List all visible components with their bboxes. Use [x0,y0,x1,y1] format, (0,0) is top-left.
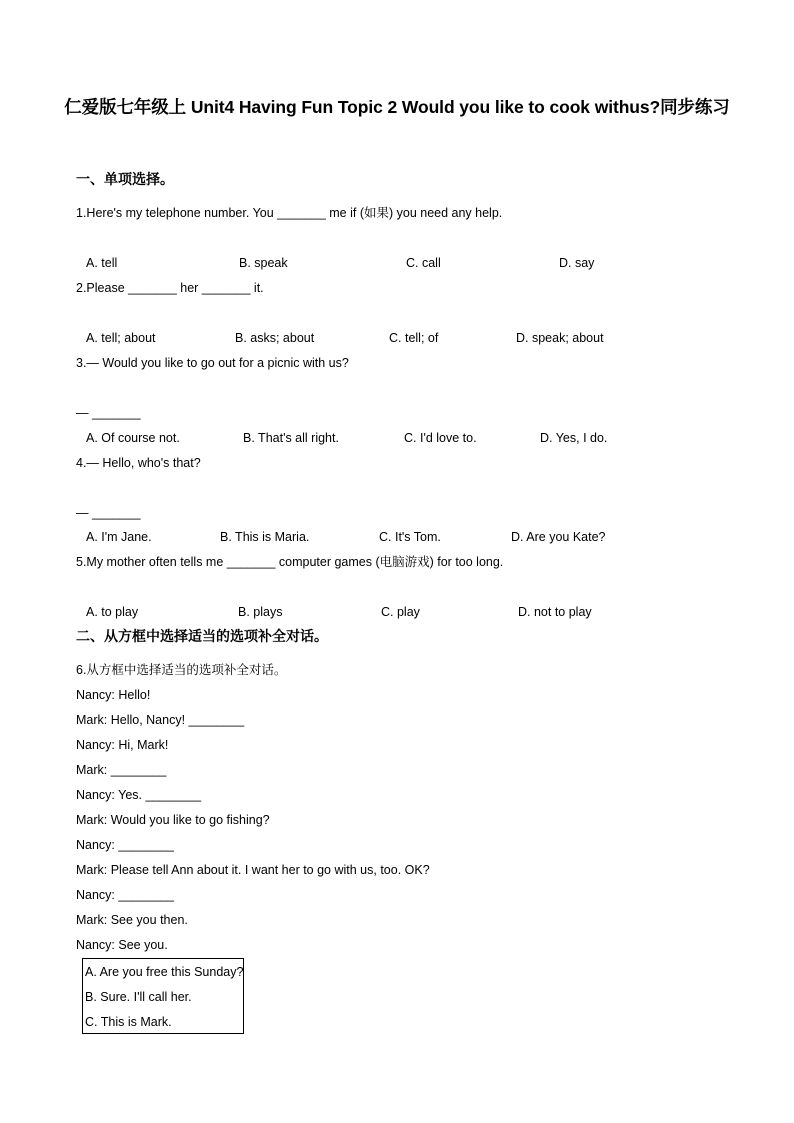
q2-option-b: B. asks; about [235,331,315,345]
q4-option-c: C. It's Tom. [379,530,441,544]
question-4-answer-line: — _______ [76,506,141,520]
dialogue-line: Nancy: ________ [76,838,174,852]
dialogue-line: Nancy: ________ [76,888,174,902]
question-2-stem: 2.Please _______ her _______ it. [76,281,264,295]
question-6-stem: 6.从方框中选择适当的选项补全对话。 [76,663,287,677]
q3-option-d: D. Yes, I do. [540,431,608,445]
q4-option-a: A. I'm Jane. [86,530,152,544]
q2-option-c: C. tell; of [389,331,439,345]
q1-option-b: B. speak [239,256,288,270]
dialogue-line: Mark: Hello, Nancy! ________ [76,713,245,727]
q2-option-d: D. speak; about [516,331,604,345]
q5-option-a: A. to play [86,605,139,619]
dialogue-line: Mark: See you then. [76,913,188,927]
section-2-heading: 二、从方框中选择适当的选项补全对话。 [76,628,328,644]
q5-option-d: D. not to play [518,605,592,619]
box-option-a: A. Are you free this Sunday? [85,965,244,979]
q4-option-b: B. This is Maria. [220,530,310,544]
dialogue-line: Nancy: Hi, Mark! [76,738,169,752]
question-3-answer-line: — _______ [76,406,141,420]
section-1-heading: 一、单项选择。 [76,171,174,187]
dialogue-line: Nancy: See you. [76,938,168,952]
dialogue-line: Nancy: Yes. ________ [76,788,202,802]
q3-option-b: B. That's all right. [243,431,339,445]
question-1-stem: 1.Here's my telephone number. You _______ me if (如果) you need any help. [76,206,503,220]
q4-option-d: D. Are you Kate? [511,530,606,544]
q5-option-c: C. play [381,605,420,619]
q3-option-c: C. I'd love to. [404,431,477,445]
dialogue-line: Mark: Please tell Ann about it. I want her to go with us, too. OK? [76,863,430,877]
worksheet-title: 仁爱版七年级上 Unit4 Having Fun Topic 2 Would you like to cook withus?同步练习 [64,97,730,117]
box-option-c: C. This is Mark. [85,1015,172,1029]
dialogue-line: Nancy: Hello! [76,688,151,702]
q5-option-b: B. plays [238,605,283,619]
q1-option-d: D. say [559,256,595,270]
question-5-stem: 5.My mother often tells me _______ computer games (电脑游戏) for too long. [76,555,504,569]
options-box [82,958,244,1034]
dialogue-line: Mark: Would you like to go fishing? [76,813,270,827]
question-4-stem: 4.— Hello, who's that? [76,456,201,470]
q1-option-a: A. tell [86,256,118,270]
q3-option-a: A. Of course not. [86,431,180,445]
dialogue-line: Mark: ________ [76,763,167,777]
q2-option-a: A. tell; about [86,331,156,345]
box-option-b: B. Sure. I'll call her. [85,990,192,1004]
q1-option-c: C. call [406,256,441,270]
question-3-stem: 3.— Would you like to go out for a picnic with us? [76,356,349,370]
